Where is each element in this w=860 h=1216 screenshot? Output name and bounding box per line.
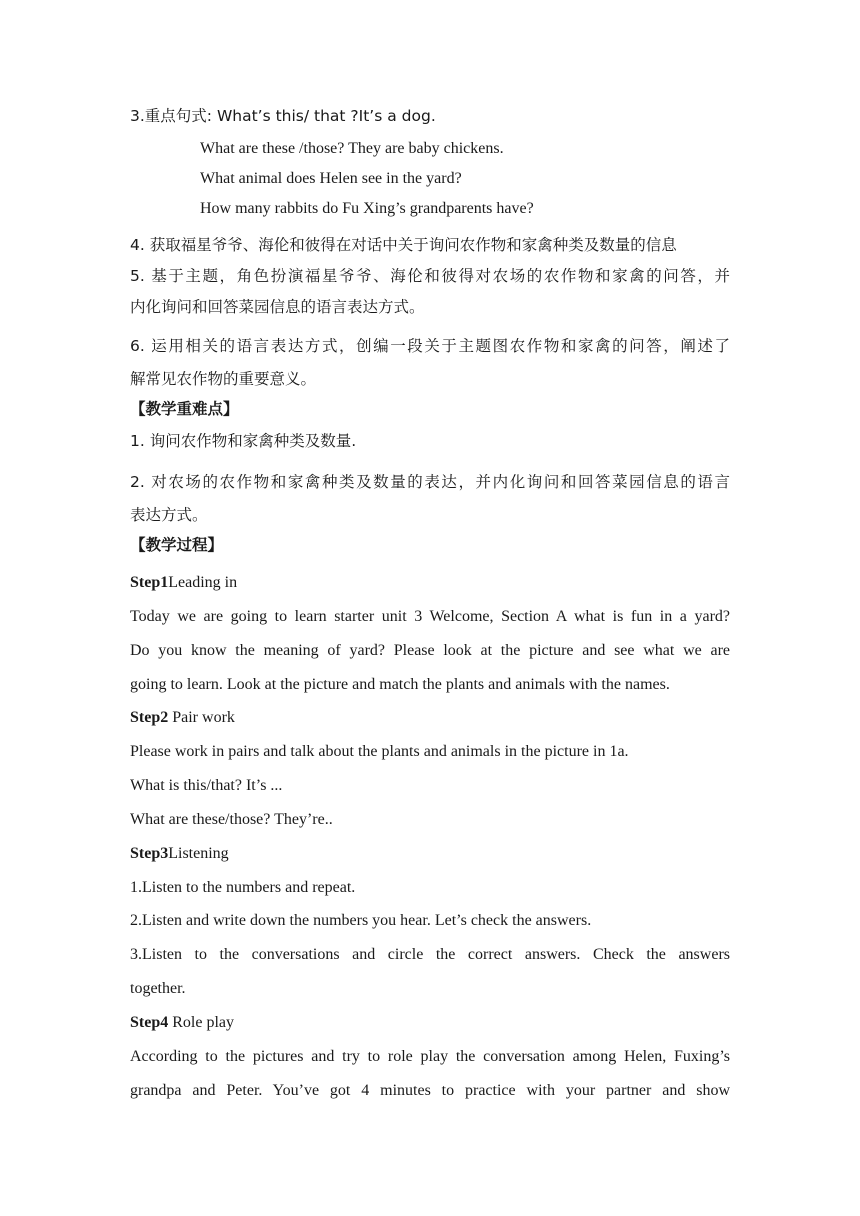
key-sentences-line: 3.重点句式: What’s this/ that ?It’s a dog. — [130, 107, 436, 125]
key-point-item-1: 1. 询问农作物和家禽种类及数量. — [130, 432, 357, 450]
step2-text-line: Please work in pairs and talk about the plants and animals in the picture in 1a. — [130, 743, 629, 760]
step3-text-line: 2.Listen and write down the numbers you hear. Let’s check the answers. — [130, 912, 592, 929]
step1-text-line: going to learn. Look at the picture and match the plants and animals with the names. — [130, 676, 670, 693]
step2-title: Pair work — [168, 709, 235, 726]
key-sentence-example: How many rabbits do Fu Xing’s grandparents have? — [200, 200, 534, 217]
step3-title: Listening — [168, 845, 229, 862]
key-sentence-example: What are these /those? They are baby chickens. — [200, 140, 504, 157]
objective-item-6-line1: 6. 运用相关的语言表达方式，创编一段关于主题图农作物和家禽的问答，阐述了 — [130, 337, 730, 355]
key-point-item-2-line2: 表达方式。 — [130, 506, 208, 524]
step1-title: Leading in — [168, 574, 238, 591]
objective-item-5-line1: 5. 基于主题，角色扮演福星爷爷、海伦和彼得对农场的农作物和家禽的问答，并 — [130, 267, 730, 285]
step3-text-line: 1.Listen to the numbers and repeat. — [130, 879, 356, 896]
step1-heading — [130, 573, 730, 593]
process-heading: 【教学过程】 — [130, 536, 224, 554]
objective-item-5-line2: 内化询问和回答菜园信息的语言表达方式。 — [130, 298, 425, 316]
step2-label: Step2 — [130, 709, 169, 726]
step1-text-line: Today we are going to learn starter unit 3 Welcome, Section A what is fun in a yard? — [130, 608, 730, 625]
objective-item-4: 4. 获取福星爷爷、海伦和彼得在对话中关于询问农作物和家禽种类及数量的信息 — [130, 236, 677, 254]
objective-item-6-line2: 解常见农作物的重要意义。 — [130, 370, 317, 388]
key-sentence-example: What animal does Helen see in the yard? — [200, 170, 462, 187]
key-point-item-2-line1: 2. 对农场的农作物和家禽种类及数量的表达，并内化询问和回答菜园信息的语言 — [130, 473, 730, 491]
step3-heading — [130, 844, 730, 864]
step3-text-line: 3.Listen to the conversations and circle the correct answers. Check the answers — [130, 946, 730, 963]
step1-label: Step1 — [130, 574, 169, 591]
step4-label: Step4 — [130, 1014, 169, 1031]
step4-heading — [130, 1013, 730, 1033]
step2-text-line: What are these/those? They’re.. — [130, 811, 333, 828]
key-points-heading: 【教学重难点】 — [130, 400, 239, 418]
step3-text-line: together. — [130, 980, 186, 997]
step3-label: Step3 — [130, 845, 169, 862]
step4-title: Role play — [168, 1014, 234, 1031]
step4-text-line: According to the pictures and try to role play the conversation among Helen, Fuxing’s — [130, 1048, 730, 1065]
step1-text-line: Do you know the meaning of yard? Please look at the picture and see what we are — [130, 642, 730, 659]
step2-heading — [130, 708, 730, 728]
step2-text-line: What is this/that? It’s ... — [130, 777, 283, 794]
step4-text-line: grandpa and Peter. You’ve got 4 minutes to practice with your partner and show — [130, 1082, 730, 1099]
